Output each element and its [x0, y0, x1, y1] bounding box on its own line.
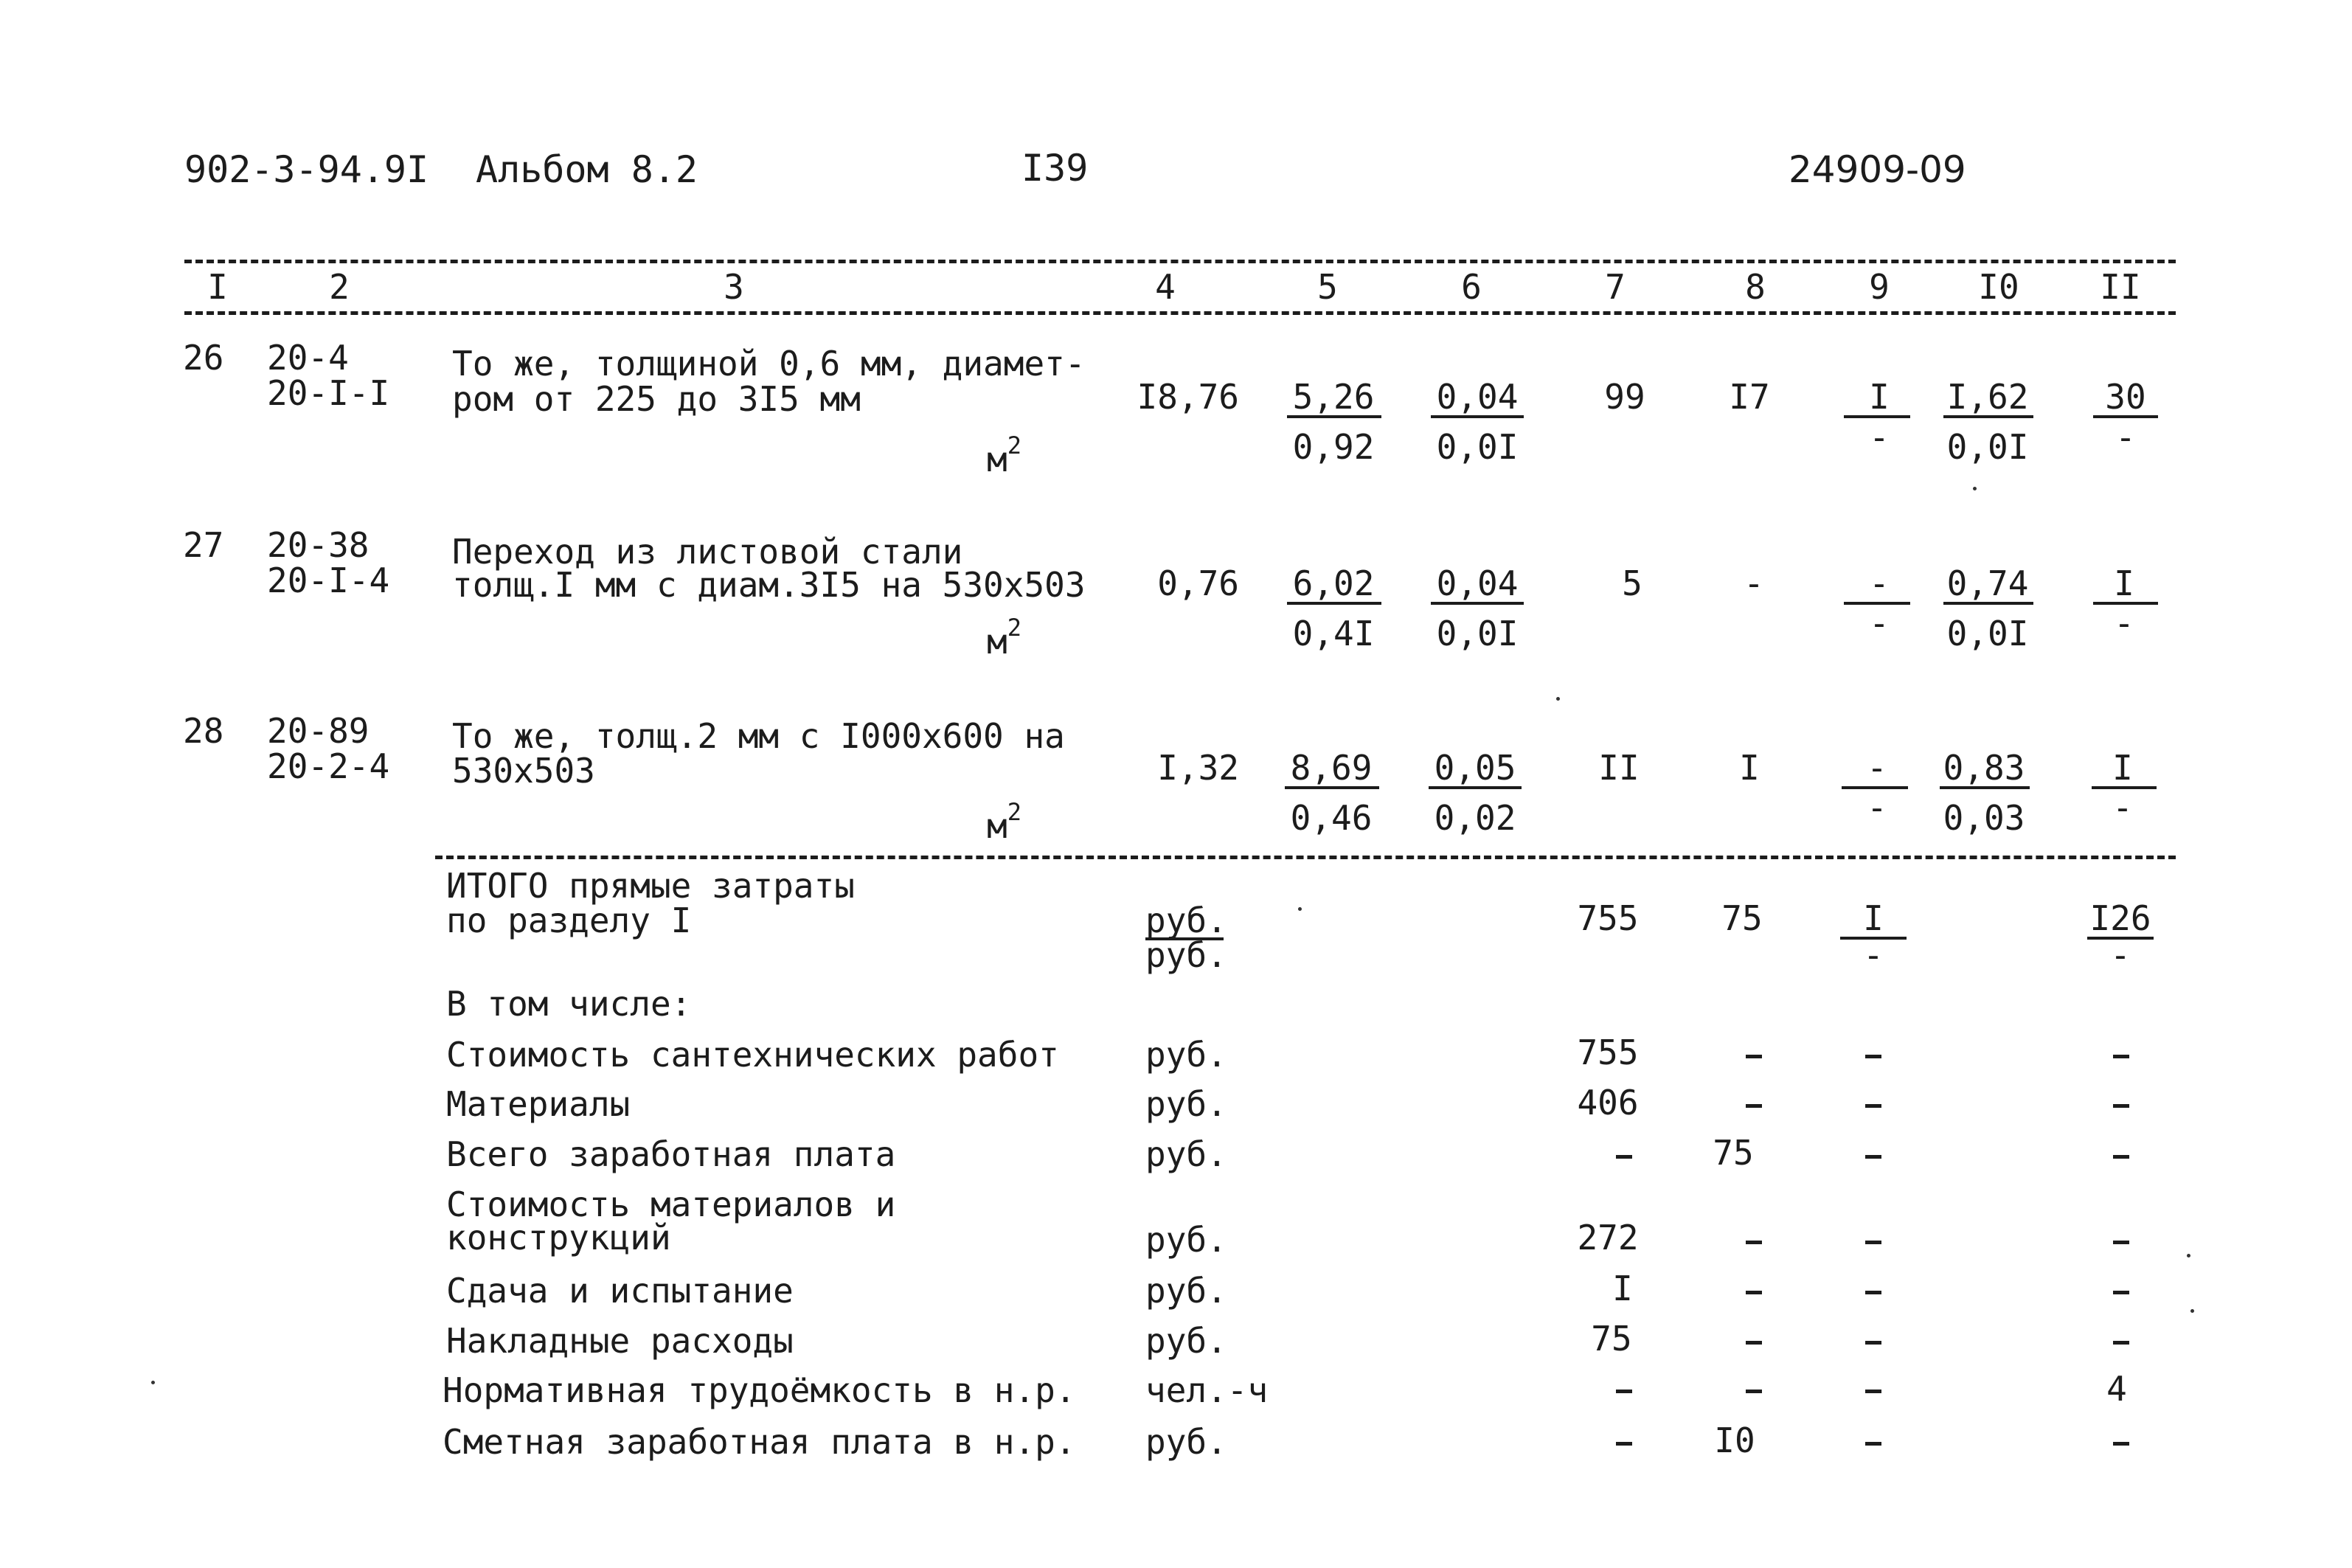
breakdown-col11-dash	[2113, 1241, 2129, 1244]
total-col11-top: I26	[2089, 898, 2151, 938]
total-col9-bottom: -	[1863, 935, 1884, 975]
column-header-3: 3	[724, 267, 744, 307]
scan-speck	[2190, 1309, 2194, 1313]
breakdown-col11-dash	[2113, 1341, 2129, 1345]
col10-bottom: 0,0I	[1946, 427, 2029, 467]
norm-subcode: 20-I-4	[267, 561, 390, 600]
breakdown-col8: 75	[1713, 1133, 1754, 1173]
fraction-bar	[1431, 415, 1524, 418]
column-header-4: 4	[1155, 267, 1176, 307]
scan-speck	[1556, 697, 1560, 701]
column-header-10: I0	[1978, 267, 2019, 307]
work-description-line2: ром от 225 до 3I5 мм	[452, 379, 861, 419]
breakdown-label: Всего заработная плата	[446, 1134, 896, 1174]
fraction-bar	[1287, 602, 1381, 605]
document-code: 902-3-94.9I	[184, 148, 429, 191]
total-unit-top: руб.	[1145, 901, 1227, 940]
col9-top: I	[1869, 377, 1890, 417]
col9-top: -	[1867, 748, 1887, 788]
breakdown-label: Нормативная трудоёмкость в н.р.	[443, 1370, 1076, 1410]
col9-top: -	[1869, 563, 1890, 603]
breakdown-col11: 4	[2106, 1369, 2127, 1409]
breakdown-unit: руб.	[1145, 1422, 1227, 1462]
page-number: I39	[1021, 147, 1089, 190]
col9-bottom: -	[1867, 788, 1887, 828]
col6-bottom: 0,02	[1434, 798, 1516, 838]
col7-value: 5	[1622, 563, 1642, 603]
column-header-2: 2	[329, 267, 350, 307]
header-bottom-rule	[184, 311, 2176, 315]
breakdown-col9-dash	[1865, 1104, 1881, 1108]
column-header-9: 9	[1869, 267, 1890, 307]
breakdown-col8-dash	[1746, 1055, 1762, 1058]
total-col9-top: I	[1863, 898, 1884, 938]
col11-top: 30	[2105, 377, 2146, 417]
fraction-bar	[1431, 602, 1524, 605]
quantity: I8,76	[1137, 377, 1239, 417]
breakdown-col8-dash	[1746, 1104, 1762, 1108]
album-label: Альбом 8.2	[476, 148, 698, 191]
col8-value: -	[1744, 563, 1764, 603]
col6-top: 0,04	[1436, 377, 1519, 417]
work-description-line2: 530х503	[452, 751, 595, 791]
quantity: 0,76	[1157, 563, 1239, 603]
norm-code: 20-4	[267, 338, 349, 378]
col8-value: I7	[1729, 377, 1770, 417]
column-header-11: II	[2100, 267, 2141, 307]
total-label-line2: по разделу I	[446, 901, 692, 940]
breakdown-col9-dash	[1865, 1291, 1881, 1294]
col9-bottom: -	[1869, 603, 1890, 643]
breakdown-label: Сметная заработная плата в н.р.	[443, 1422, 1076, 1462]
breakdown-col8: I0	[1714, 1420, 1755, 1460]
total-label-line1: ИТОГО прямые затраты	[446, 866, 855, 906]
unit-cost-bottom: 0,46	[1290, 798, 1373, 838]
breakdown-col9-dash	[1865, 1055, 1881, 1058]
scan-speck	[151, 1381, 155, 1384]
breakdown-unit: руб.	[1145, 1134, 1227, 1174]
breakdown-col11-dash	[2113, 1104, 2129, 1108]
col11-bottom: -	[2112, 788, 2133, 828]
column-header-1: I	[207, 267, 228, 307]
breakdown-label: Стоимость материалов и	[446, 1184, 896, 1224]
column-header-7: 7	[1605, 267, 1626, 307]
col11-top: I	[2112, 748, 2133, 788]
work-description-line1: То же, толщ.2 мм с I000х600 на	[452, 716, 1065, 756]
breakdown-col9-dash	[1865, 1241, 1881, 1244]
breakdown-col11-dash	[2113, 1442, 2129, 1446]
breakdown-unit: чел.-ч	[1145, 1370, 1269, 1410]
breakdown-unit: руб.	[1145, 1220, 1227, 1260]
unit-cost-bottom: 0,4I	[1292, 614, 1375, 653]
breakdown-unit: руб.	[1145, 1271, 1227, 1311]
col6-bottom: 0,0I	[1436, 427, 1519, 467]
unit-of-measure: $м^2$	[987, 798, 1021, 846]
norm-code: 20-89	[267, 711, 370, 751]
fraction-bar	[1943, 415, 2033, 418]
row-number: 27	[183, 525, 224, 565]
breakdown-col7: 406	[1577, 1083, 1639, 1123]
unit-cost-top: 6,02	[1292, 563, 1375, 603]
breakdown-col9-dash	[1865, 1442, 1881, 1446]
breakdown-col8-dash	[1746, 1390, 1762, 1393]
col7-value: II	[1598, 748, 1640, 788]
total-unit-bottom: руб.	[1145, 935, 1227, 975]
breakdown-col7: 272	[1577, 1218, 1639, 1257]
breakdown-col9-dash	[1865, 1390, 1881, 1393]
norm-subcode: 20-I-I	[267, 373, 390, 413]
fraction-bar	[1429, 786, 1522, 789]
col11-top: I	[2114, 563, 2134, 603]
col6-top: 0,05	[1434, 748, 1516, 788]
scan-speck	[1298, 907, 1302, 911]
unit-cost-top: 5,26	[1292, 377, 1375, 417]
col9-bottom: -	[1869, 417, 1890, 457]
norm-code: 20-38	[267, 525, 370, 565]
breakdown-col7: I	[1612, 1269, 1633, 1308]
archive-number: 24909-09	[1789, 148, 1966, 191]
breakdown-col11-dash	[2113, 1155, 2129, 1159]
unit-cost-bottom: 0,92	[1292, 427, 1375, 467]
row-number: 28	[183, 711, 224, 751]
column-header-5: 5	[1317, 267, 1338, 307]
breakdown-col9-dash	[1865, 1155, 1881, 1159]
scan-speck	[1973, 487, 1977, 490]
breakdown-col7-dash	[1616, 1442, 1632, 1446]
col10-bottom: 0,0I	[1946, 614, 2029, 653]
fraction-bar	[1285, 786, 1379, 789]
breakdown-col11-dash	[2113, 1055, 2129, 1058]
col10-top: I,62	[1946, 377, 2029, 417]
including-label: В том числе:	[446, 984, 692, 1024]
breakdown-col7-dash	[1616, 1155, 1632, 1159]
breakdown-unit: руб.	[1145, 1035, 1227, 1075]
fraction-bar	[1940, 786, 2030, 789]
breakdown-col8-dash	[1746, 1291, 1762, 1294]
col6-top: 0,04	[1436, 563, 1519, 603]
col6-bottom: 0,0I	[1436, 614, 1519, 653]
work-description-line1: То же, толщиной 0,6 мм, диамет-	[452, 344, 1086, 384]
unit-of-measure: $м^2$	[987, 614, 1021, 662]
breakdown-unit: руб.	[1145, 1321, 1227, 1361]
breakdown-col8-dash	[1746, 1341, 1762, 1345]
col10-top: 0,74	[1946, 563, 2029, 603]
breakdown-col9-dash	[1865, 1341, 1881, 1345]
breakdown-col7: 755	[1577, 1033, 1639, 1072]
column-header-8: 8	[1745, 267, 1766, 307]
breakdown-label: Сдача и испытание	[446, 1271, 794, 1311]
total-col8: 75	[1721, 898, 1763, 938]
work-description-line1: Переход из листовой стали	[452, 532, 963, 572]
breakdown-label: Накладные расходы	[446, 1321, 794, 1361]
unit-of-measure: $м^2$	[987, 431, 1021, 479]
breakdown-label: Стоимость сантехнических работ	[446, 1035, 1059, 1075]
quantity: I,32	[1157, 748, 1239, 788]
col10-bottom: 0,03	[1943, 798, 2025, 838]
fraction-bar	[1287, 415, 1381, 418]
breakdown-col11-dash	[2113, 1291, 2129, 1294]
col11-bottom: -	[2114, 603, 2134, 643]
col11-bottom: -	[2115, 417, 2136, 457]
total-col11-bottom: -	[2110, 935, 2131, 975]
col10-top: 0,83	[1943, 748, 2025, 788]
work-description-line2: толщ.I мм с диам.3I5 на 530х503	[452, 565, 1086, 605]
breakdown-col7-dash	[1616, 1390, 1632, 1393]
header-top-rule	[184, 260, 2176, 263]
breakdown-col8-dash	[1746, 1241, 1762, 1244]
breakdown-label-line2: конструкций	[446, 1218, 671, 1257]
total-separator	[435, 856, 2176, 859]
unit-cost-top: 8,69	[1290, 748, 1373, 788]
col7-value: 99	[1604, 377, 1645, 417]
breakdown-label: Материалы	[446, 1084, 631, 1124]
scan-speck	[2187, 1254, 2190, 1257]
total-col7: 755	[1577, 898, 1639, 938]
fraction-bar	[1943, 602, 2033, 605]
row-number: 26	[183, 338, 224, 378]
norm-subcode: 20-2-4	[267, 746, 390, 786]
breakdown-col7: 75	[1591, 1319, 1632, 1359]
column-header-6: 6	[1461, 267, 1482, 307]
col8-value: I	[1739, 748, 1760, 788]
breakdown-unit: руб.	[1145, 1084, 1227, 1124]
